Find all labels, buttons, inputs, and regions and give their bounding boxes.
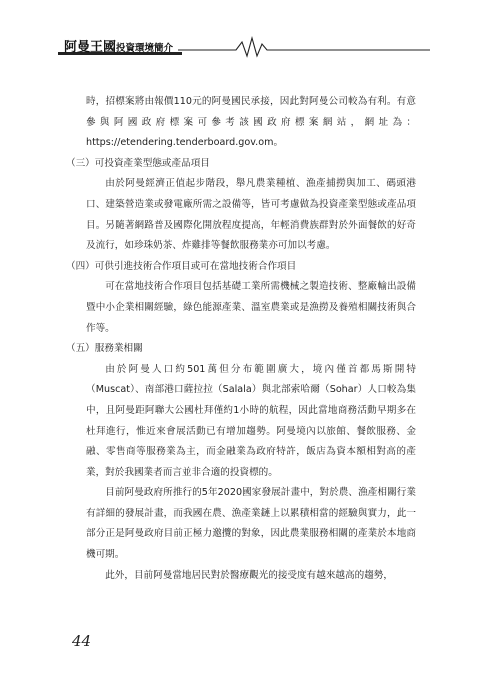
paragraph-services-1: 由於阿曼人口約501萬但分布範圍廣大，境內僅首都馬斯開特（Muscat）、南部港口薩拉拉（Salala）與北部索哈爾（Sohar）人口較為集中，且阿曼距阿聯大公國杜拜僅約1小時的航程，因此當地商務活動早期多在杜拜進行，惟近來會展活動已有增加趨勢。阿曼境內以旅館、餐飲服務、金融、零售商等服務業為主，而金融業為政府特許，飯店為資本額相對高的產業，對於我國業者而言並非合適的投資標的。 xyxy=(86,363,416,478)
page-header xyxy=(58,34,430,58)
section-heading-5: （五）服務業相關 xyxy=(66,343,143,355)
paragraph-services-2: 目前阿曼政府所推行的5年2020國家發展計畫中，對於農、漁產相關行業有詳細的發展計畫，而我國在農、漁產業鏈上以累積相當的經驗與實力，此一部分正是阿曼政府目前正極力邀攬的對象，因此農業服務相關的產業於本地商機可期。 xyxy=(86,487,416,561)
paragraph-continuation: 時，招標案將由報價110元的阿曼國民承接，因此對阿曼公司較為有利。有意參與阿國政府標案可參考該國政府標案網站，網址為：https://etendering.tenderboard.gov.om。 xyxy=(86,96,416,149)
section-heading-4: （四）可供引進技術合作項目或可在當地技術合作項目 xyxy=(66,260,297,272)
header-title-main: 阿曼王國 xyxy=(64,40,117,55)
header-title xyxy=(64,36,173,55)
page-content xyxy=(66,92,416,586)
paragraph-tech-cooperation: 可在當地技術合作項目包括基礎工業所需機械之製造技術、整廠輸出設備暨中小企業相關經驗，綠色能源產業、溫室農業或是漁撈及養殖相關技術與合作等。 xyxy=(86,281,416,334)
paragraph-services-3: 此外，目前阿曼當地居民對於醫療觀光的接受度有越來越高的趨勢， xyxy=(105,569,393,581)
page-number: 44 xyxy=(72,632,92,650)
paragraph-investment-types: 由於阿曼經濟正值起步階段，舉凡農業種植、漁產捕撈與加工、碼頭港口、建築營造業或發電廠所需之設備等，皆可考慮做為投資產業型態或產品項目。另隨著網路普及國際化開放程度提高，年輕消費族群對於外面餐飲的好奇及流行，如珍珠奶茶、炸雞排等餐飲服務業亦可加以考慮。 xyxy=(86,178,416,252)
section-heading-3: （三）可投資產業型態或產品項目 xyxy=(66,157,210,169)
header-title-sub: 投資環境簡介 xyxy=(116,43,174,54)
